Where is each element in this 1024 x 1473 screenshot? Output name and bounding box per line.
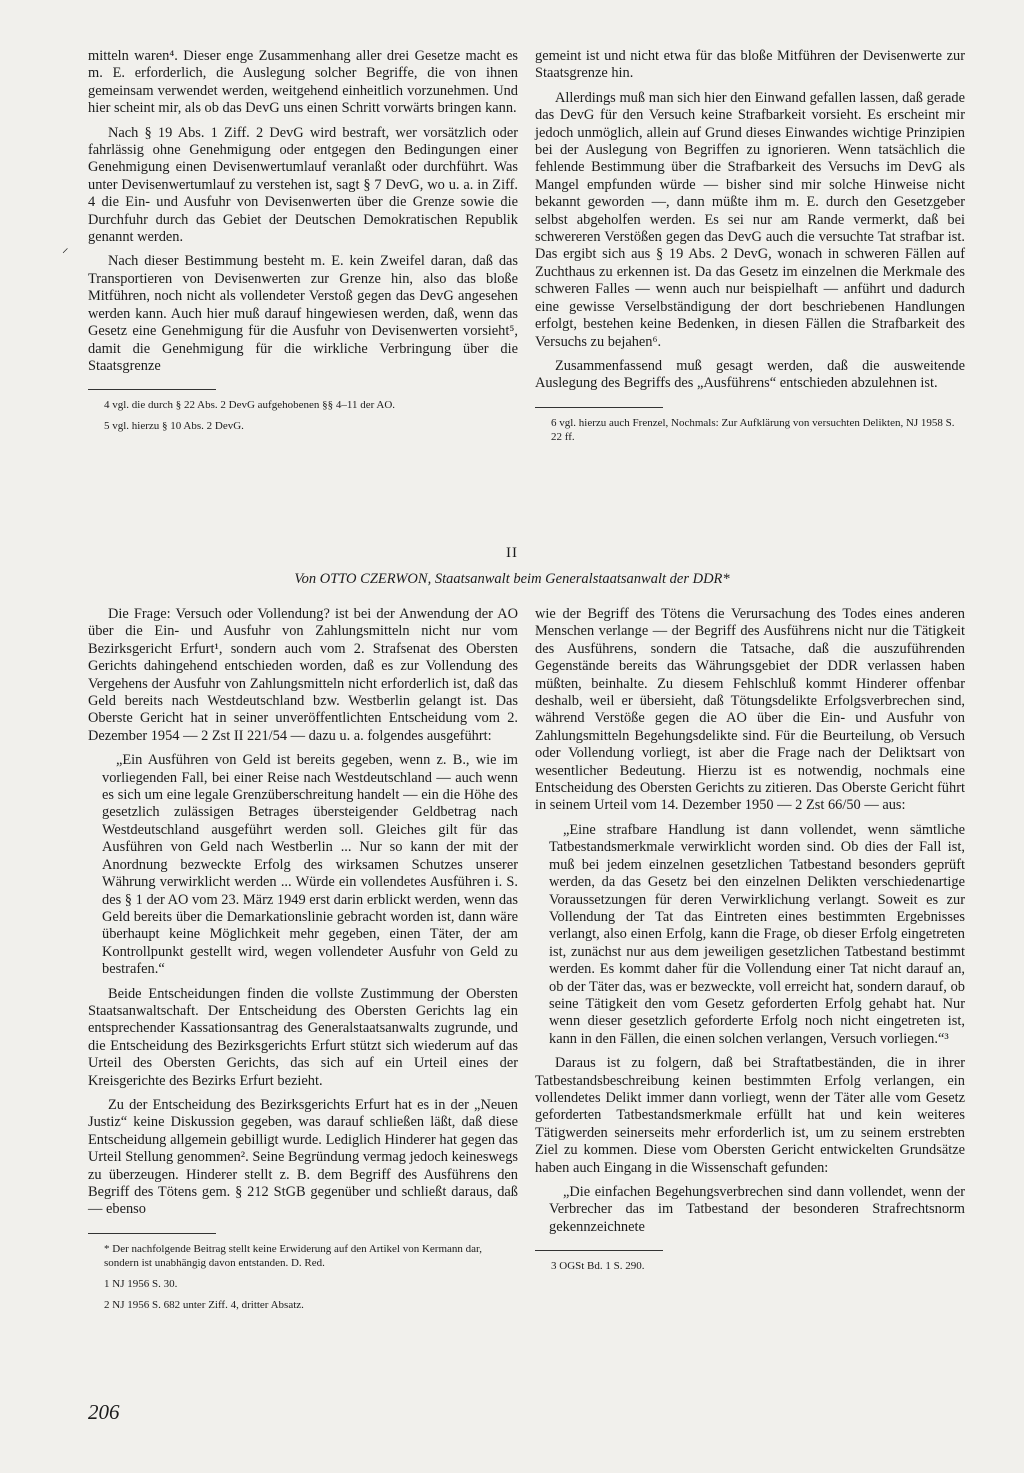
footnote-rule: [88, 389, 216, 390]
quotation: „Ein Ausführen von Geld ist bereits gegeben, wenn z. B., wie im vorliegenden Fall, bei einer Reise nach Westdeutschland — auch wenn es sich um eine legale Grenzüberschreitung handelt — ein die Höhe des gesetzlich zulässigen Betrages übersteigender Geldbetrag nach Westdeutschland ausgeführt werden soll. Gleiches gilt für das Ausführen von Geld nach Westberlin ... Nur so kann der mit der Anordnung bezweckte Erfolg des wirksamen Schutzes unserer Währung verwirklicht werden ... Würde ein vollendetes Ausführen i. S. des § 1 der AO vom 23. März 1949 erst darin erblickt werden, wenn das Geld bereits über die Demarkationslinie gebracht worden ist, dann wäre überhaupt keine Möglichkeit mehr gegeben, einen Täter, der am Kontrollpunkt gestellt wird, wegen vollendeter Ausfuhr von Geld zu bestrafen.“: [102, 752, 518, 978]
footnote-rule: [88, 1233, 216, 1234]
footnote: 3 OGSt Bd. 1 S. 290.: [551, 1260, 645, 1273]
paragraph: Allerdings muß man sich hier den Einwand gefallen lassen, daß gerade das DevG für den Versuch keine Strafbarkeit vorsieht. Es erscheint mir jedoch unmöglich, allein auf Grund dieses Einwandes wichtige Prinzipien bei der Auslegung von Begriffen zu ignorieren. Wenn tatsächlich die fehlende Bestimmung über die Strafbarkeit des Versuchs im DevG als Mangel empfunden würde — bisher sind mir solche Hinweise nicht bekannt geworden —, dann müßte ihm m. E. durch den Gesetzgeber selbst abgeholfen werden. Es sei nur am Rande vermerkt, daß bei schwereren Verstößen gegen das DevG auch die versuchte Tat strafbar ist. Das ergibt sich aus § 19 Abs. 2 DevG, wonach in schweren Fällen auf Zuchthaus zu erkennen ist. Da das Gesetz im einzelnen die Merkmale des schweren Falles — wenn auch nur beispielhaft — anführt und dadurch eine gewisse Verselbständigung der dort beschriebenen Handlungen erfolgt, bestehen keine Bedenken, in diesen Fällen die Strafbarkeit des Versuchs zu bejahen⁶.: [535, 89, 965, 350]
footnote: 6 vgl. hierzu auch Frenzel, Nochmals: Zur Aufklärung von versuchten Delikten, NJ 1958 S. 22 ff.: [551, 416, 955, 443]
column-top-right: [535, 48, 965, 451]
paragraph: Zusammenfassend muß gesagt werden, daß die ausweitende Auslegung des Begriffs des „Ausführens“ entschieden abzulehnen ist.: [535, 357, 965, 392]
paragraph: wie der Begriff des Tötens die Verursachung des Todes eines anderen Menschen verlange — der Begriff des Ausführens nicht nur die Tätigkeit des Ausführens, sondern die Tatsache, daß die auszuführenden Gegenstände bereits das Währungsgebiet der DDR verlassen haben müßten, beinhalte. Zu diesem Fehlschluß kommt Hinderer offenbar deshalb, weil er übersieht, daß Tötungsdelikte Erfolgsverbrechen sind, während Verstöße gegen die AO über die Ein- und Ausfuhr von Zahlungsmitteln Begehungsdelikte sind. Für die Beurteilung, ob Versuch oder Vollendung vorliegt, ist aber die Frage nach der Deliktsart von wesentlicher Bedeutung. Hierzu ist es notwendig, nochmals eine Entscheidung des Obersten Gerichts zu zitieren. Das Oberste Gericht führt in seinem Urteil vom 14. Dezember 1950 — 2 Zst 66/50 — aus:: [535, 606, 965, 814]
section-number: II: [506, 545, 518, 561]
paragraph: Nach § 19 Abs. 1 Ziff. 2 DevG wird bestraft, wer vorsätzlich oder fahrlässig ohne Genehmigung oder entgegen den Bedingungen einer Genehmigung einen Devisenwertumlauf veranlaßt oder durchführt. Was unter Devisenwertumlauf zu verstehen ist, sagt § 7 DevG, wo u. a. in Ziff. 4 die Ein- und Ausfuhr von Devisenwerten über die Grenze sowie die Durchfuhr durch das Gebiet der Deutschen Demokratischen Republik genannt werden.: [88, 124, 518, 246]
paragraph: Beide Entscheidungen finden die vollste Zustimmung der Obersten Staatsanwaltschaft. Der Entscheidung des Obersten Gerichts lag ein entsprechender Kassationsantrag des Generalstaatsanwalts zugrunde, und die Entscheidung des Bezirksgerichts Erfurt stützt sich wiederum auf das Urteil des Obersten Gerichts, das sich auf ein Urteil eines der Kreisgerichte des Bezirks Erfurt bezieht.: [88, 985, 518, 1089]
section-title: Von OTTO CZERWON, Staatsanwalt beim Generalstaatsanwalt der DDR*: [294, 571, 730, 587]
footnote: * Der nachfolgende Beitrag stellt keine Erwiderung auf den Artikel von Kermann dar, sondern ist unabhängig davon entstanden. D. Red.: [104, 1242, 483, 1269]
footnote-rule: [535, 407, 663, 408]
footnote: 5 vgl. hierzu § 10 Abs. 2 DevG.: [104, 420, 244, 433]
footnote-rule: [535, 1250, 663, 1251]
column-top-left: [88, 48, 518, 440]
paragraph: Die Frage: Versuch oder Vollendung? ist bei der Anwendung der AO über die Ein- und Ausfuhr von Zahlungsmitteln nicht nur vom Bezirksgericht Erfurt¹, sondern auch vom 2. Strafsenat des Obersten Gerichts dahingehend entschieden worden, daß es zur Vollendung des Vergehens der Ausfuhr von Zahlungsmitteln nicht erforderlich ist, daß das Geld bereits nach Westdeutschland bzw. Westberlin gelangt ist. Das Oberste Gericht hat in seiner unveröffentlichten Entscheidung vom 2. Dezember 1954 — 2 Zst II 221/54 — dazu u. a. folgendes ausgeführt:: [88, 606, 518, 744]
quotation: „Die einfachen Begehungsverbrechen sind dann vollendet, wenn der Verbrecher das im Tatbestand der besonderen Strafrechtsnorm gekennzeichnete: [549, 1184, 965, 1235]
paragraph: Nach dieser Bestimmung besteht m. E. kein Zweifel daran, daß das Transportieren von Devisenwerten zur Grenze hin, also das bloße Mitführen, noch nicht als vollendeter Verstoß gegen das DevG angesehen werden kann. Auch hier muß darauf hingewiesen werden, daß, wenn das Gesetz eine Genehmigung für die Ausfuhr von Devisenwerten vorsieht⁵, damit die Genehmigung für die wirkliche Verbringung über die Staatsgrenze: [88, 253, 518, 374]
paragraph: Daraus ist zu folgern, daß bei Straftatbeständen, die in ihrer Tatbestandsbeschreibung keinen bestimmten Erfolg verlangen, ein vollendetes Delikt immer dann vorliegt, wenn der Täter alle vom Gesetz geforderten Tatbestandsmerkmale erfüllt hat und kein weiteres Tätigwerden seinerseits mehr erforderlich ist, um zu seinem erstrebten Ziel zu kommen. Diese vom Obersten Gericht entwickelten Grundsätze haben auch Eingang in die Wissenschaft gefunden:: [535, 1055, 965, 1176]
footnote: 1 NJ 1956 S. 30.: [104, 1277, 178, 1290]
column-bottom-right: [535, 606, 965, 1280]
footnote: 2 NJ 1956 S. 682 unter Ziff. 4, dritter Absatz.: [104, 1298, 304, 1311]
paragraph: Zu der Entscheidung des Bezirksgerichts Erfurt hat es in der „Neuen Justiz“ keine Diskussion gegeben, was darauf schließen läßt, daß diese Entscheidung allgemein gebilligt wurde. Lediglich Hinderer hat gegen das Urteil Stellung genommen². Seine Begründung vermag jedoch keineswegs zu überzeugen. Hinderer stellt z. B. dem Begriff des Ausführens den Begriff des Tötens gem. § 212 StGB gegenüber und schließt daraus, daß — ebenso: [88, 1096, 518, 1218]
paragraph: gemeint ist und nicht etwa für das bloße Mitführen der Devisenwerte zur Staatsgrenze hin.: [535, 48, 965, 82]
footnote: 4 vgl. die durch § 22 Abs. 2 DevG aufgehobenen §§ 4–11 der AO.: [104, 399, 396, 412]
margin-mark: ⸝: [62, 240, 69, 255]
quotation: „Eine strafbare Handlung ist dann vollendet, wenn sämtliche Tatbestandsmerkmale verwirklicht worden sind. Ob dies der Fall ist, muß bei jedem einzelnen gesetzlichen Tatbestand besonders geprüft werden, da das Gesetz bei den einzelnen Delikten verschiedenartige Voraussetzungen für deren Verwirklichung verlangt. Soweit es zur Vollendung der Tat das Eintreten eines bestimmten Ergebnisses verlangt, also einen Erfolg, kann die Frage, ob dieser Erfolg eingetreten ist, zunächst nur aus dem jeweiligen gesetzlichen Tatbestand bestimmt werden. Es kommt daher für die Vollendung einer Tat nicht darauf an, ob der Täter das, was er bezweckte, voll erreicht hat, sondern darauf, ob seine Tätigkeit den vom Gesetz geforderten Erfolg gehabt hat. Nur wenn dieser gesetzlich geforderte Erfolg noch nicht eingetreten ist, kann in den Fällen, die einen solchen verlangen, Versuch vorliegen.“³: [549, 821, 965, 1047]
column-bottom-left: [88, 606, 518, 1319]
paragraph: mitteln waren⁴. Dieser enge Zusammenhang aller drei Gesetze macht es m. E. erforderlich, die Auslegung solcher Begriffe, die von ihnen gemeinsam verwendet werden, weitgehend einheitlich vorzunehmen. Und hier scheint mir, als ob das DevG uns einen Schritt vorwärts bringen kann.: [88, 48, 518, 117]
page-number: 206: [88, 1400, 120, 1424]
